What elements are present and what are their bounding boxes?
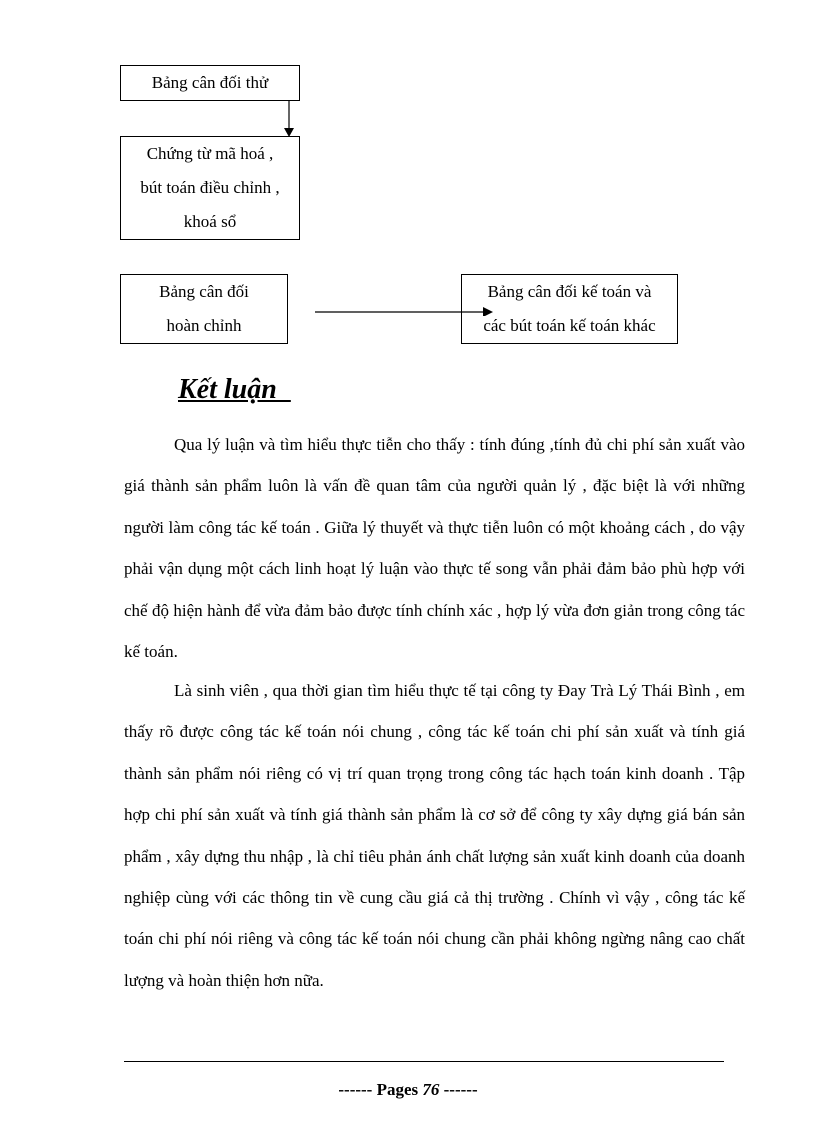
footer-prefix: ------ Pages: [338, 1080, 423, 1099]
page-footer: [0, 1080, 816, 1100]
section-heading: Kết luận: [178, 374, 291, 405]
arrow-right-connector: [315, 302, 493, 316]
footer-divider: [124, 1061, 724, 1062]
box-text-line: Chứng từ mã hoá ,: [146, 144, 274, 163]
box-text-line: Bảng cân đối: [159, 282, 249, 301]
diagram-box-complete-balance: [120, 274, 288, 344]
box-text-line: Bảng cân đối thử: [151, 73, 269, 92]
box-text-line: khoá sổ: [183, 212, 237, 231]
diagram-box-coded-documents: [120, 136, 300, 240]
footer-suffix: ------: [439, 1080, 478, 1099]
page-number: 76: [422, 1080, 440, 1099]
diagram-box-trial-balance: [120, 65, 300, 101]
diagram-box-balance-sheet: [461, 274, 678, 344]
body-paragraph: Là sinh viên , qua thời gian tìm hiểu thực tế tại công ty Đay Trà Lý Thái Bình , em thấy rõ được công tác kế toán nói chung , công tác kế toán chi phí sản xuất và tính giá thành sản phẩm nói riêng có vị trí quan trọng trong công tác hạch toán kinh doanh . Tập hợp chi phí sản xuất và tính giá thành sản phẩm là cơ sở để công ty xây dựng giá bán sản phẩm , xây dựng thu nhập , là chỉ tiêu phản ánh chất lượng sản xuất kinh doanh của doanh nghiệp cùng với các thông tin về cung cầu giá cả thị trường . Chính vì vậy , công tác kế toán chi phí nói riêng và công tác kế toán nói chung cần phải không ngừng nâng cao chất lượng và hoàn thiện hơn nữa.: [124, 681, 745, 990]
box-text-line: bút toán điều chỉnh ,: [140, 178, 280, 197]
box-text-line: Bảng cân đối kế toán và: [487, 282, 652, 301]
body-paragraph: Qua lý luận và tìm hiểu thực tiễn cho thấy : tính đúng ,tính đủ chi phí sản xuất vào giá thành sản phẩm luôn là vấn đề quan tâm của người quản lý , đặc biệt là với những người làm công tác kế toán . Giữa lý thuyết và thực tiễn luôn có một khoảng cách , do vậy phải vận dụng một cách linh hoạt lý luận vào thực tế song vẫn phải đảm bảo phù hợp với chế độ hiện hành để vừa đảm bảo được tính chính xác , hợp lý vừa đơn giản trong công tác kế toán.: [124, 435, 745, 662]
box-text-line: hoàn chỉnh: [166, 316, 242, 335]
box-text-line: các bút toán kế toán khác: [483, 316, 656, 335]
arrow-down-connector: [282, 101, 296, 137]
